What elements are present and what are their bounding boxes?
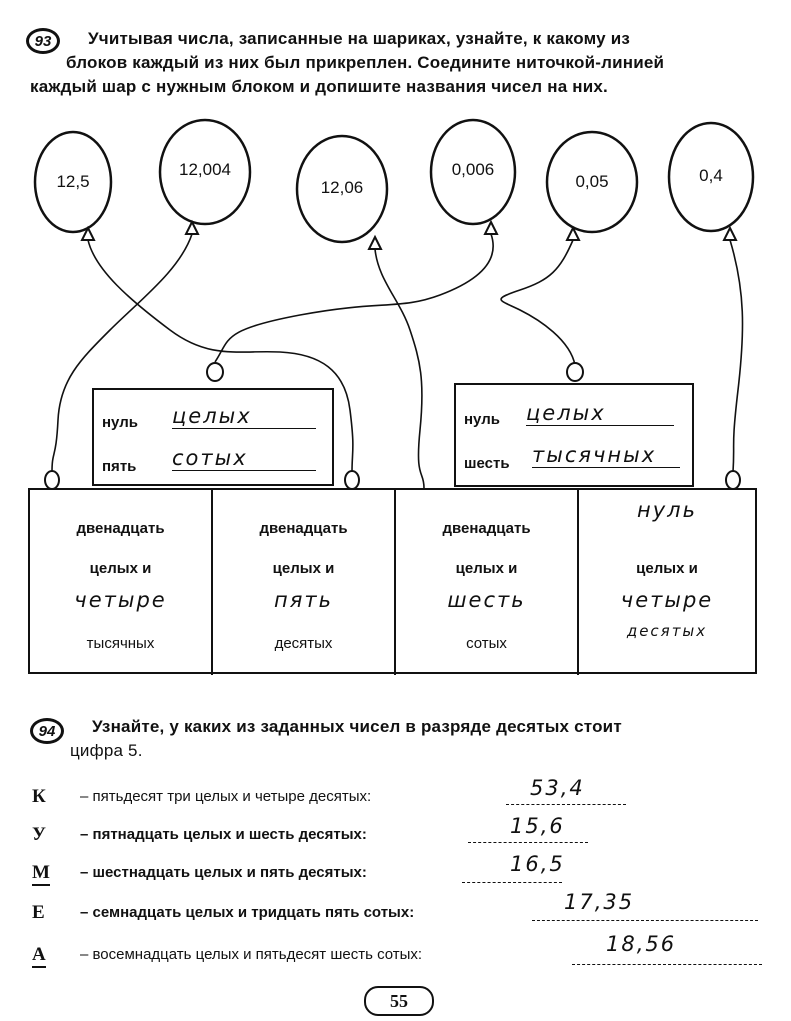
page-number: 55: [364, 986, 434, 1016]
big-block-line1: двенадцать: [76, 520, 165, 537]
task-94-text-line2: цифра 5.: [70, 741, 143, 760]
big-block-4: [579, 490, 755, 675]
big-blocks-row: [28, 488, 757, 674]
big-block-handwriting: шесть: [447, 588, 526, 612]
answer-row: [32, 814, 762, 850]
big-block-line2: целых и: [272, 560, 335, 577]
big-block-handwriting-top: нуль: [637, 498, 697, 522]
small-block-handwriting: сотых: [172, 446, 316, 471]
row-letter: У: [32, 824, 46, 845]
balloon-label: 12,004: [179, 160, 231, 179]
big-block-3: [396, 490, 579, 675]
big-block-handwriting: четыре: [74, 588, 167, 612]
task-93-text-line2: блоков каждый из них был прикреплен. Соедините ниточкой-линией: [66, 53, 665, 72]
row-letter: К: [32, 786, 46, 807]
big-block-line2: целых и: [89, 560, 152, 577]
big-block-handwriting-bottom: десятых: [626, 622, 708, 640]
big-block-handwriting: пять: [274, 588, 333, 612]
answer-line: [462, 862, 562, 883]
balloon-label: 0,006: [451, 160, 495, 179]
row-answer: 17,35: [564, 890, 635, 914]
task-number-badge: 93: [26, 28, 60, 54]
big-block-line4: сотых: [466, 635, 507, 652]
balloon-label: 0,05: [575, 172, 609, 191]
task-93-text-line1: Учитывая числа, записанные на шариках, узнайте, к какому из: [88, 29, 631, 48]
row-text: – шестнадцать целых и пять десятых:: [80, 864, 367, 881]
small-block-handwriting: тысячных: [532, 443, 680, 468]
row-letter: Е: [32, 902, 45, 923]
answer-line: [532, 900, 758, 921]
big-block-2: [213, 490, 396, 675]
small-block-word: пять: [102, 458, 137, 475]
answer-row: [32, 776, 762, 812]
small-block-word: нуль: [102, 414, 138, 431]
row-text: – восемнадцать целых и пятьдесят шесть сотых:: [80, 946, 423, 963]
task-93-text-line3: каждый шар с нужным блоком и допишите названия чисел на них.: [30, 77, 608, 96]
big-block-line4: тысячных: [86, 635, 155, 652]
balloon-label: 0,4: [699, 166, 723, 185]
task-94-text-line1: Узнайте, у каких из заданных чисел в разряде десятых стоит: [92, 717, 622, 736]
big-block-line2: целых и: [636, 560, 698, 577]
answer-row: [32, 852, 762, 890]
big-block-line1: двенадцать: [259, 520, 348, 537]
answer-row: [32, 932, 762, 974]
row-answer: 15,6: [510, 814, 565, 838]
big-block-1: [30, 490, 213, 675]
row-text: – пятнадцать целых и шесть десятых:: [80, 826, 367, 843]
task-number-badge: 94: [30, 718, 64, 744]
big-block-line2: целых и: [455, 560, 518, 577]
row-answer: 18,56: [606, 932, 677, 956]
small-block-word: шесть: [464, 455, 510, 472]
balloon-label: 12,06: [320, 178, 364, 197]
row-answer: 53,4: [530, 776, 585, 800]
row-text: – семнадцать целых и тридцать пять сотых:: [80, 904, 415, 921]
row-answer: 16,5: [510, 852, 565, 876]
big-block-handwriting: четыре: [620, 588, 714, 612]
small-block-handwriting: целых: [172, 404, 316, 429]
row-text: – пятьдесят три целых и четыре десятых:: [80, 788, 372, 805]
row-letter: А: [32, 944, 46, 968]
small-block-handwriting: целых: [526, 401, 674, 426]
answer-line: [468, 822, 588, 843]
answer-line: [572, 944, 762, 965]
small-block-1: [92, 388, 334, 486]
small-block-2: [454, 383, 694, 487]
answer-row: [32, 890, 762, 930]
row-letter: М: [32, 862, 50, 886]
big-block-line1: двенадцать: [442, 520, 531, 537]
big-block-line4: десятых: [274, 635, 333, 652]
balloon-label: 12,5: [56, 172, 90, 191]
answer-line: [506, 784, 626, 805]
small-block-word: нуль: [464, 411, 500, 428]
